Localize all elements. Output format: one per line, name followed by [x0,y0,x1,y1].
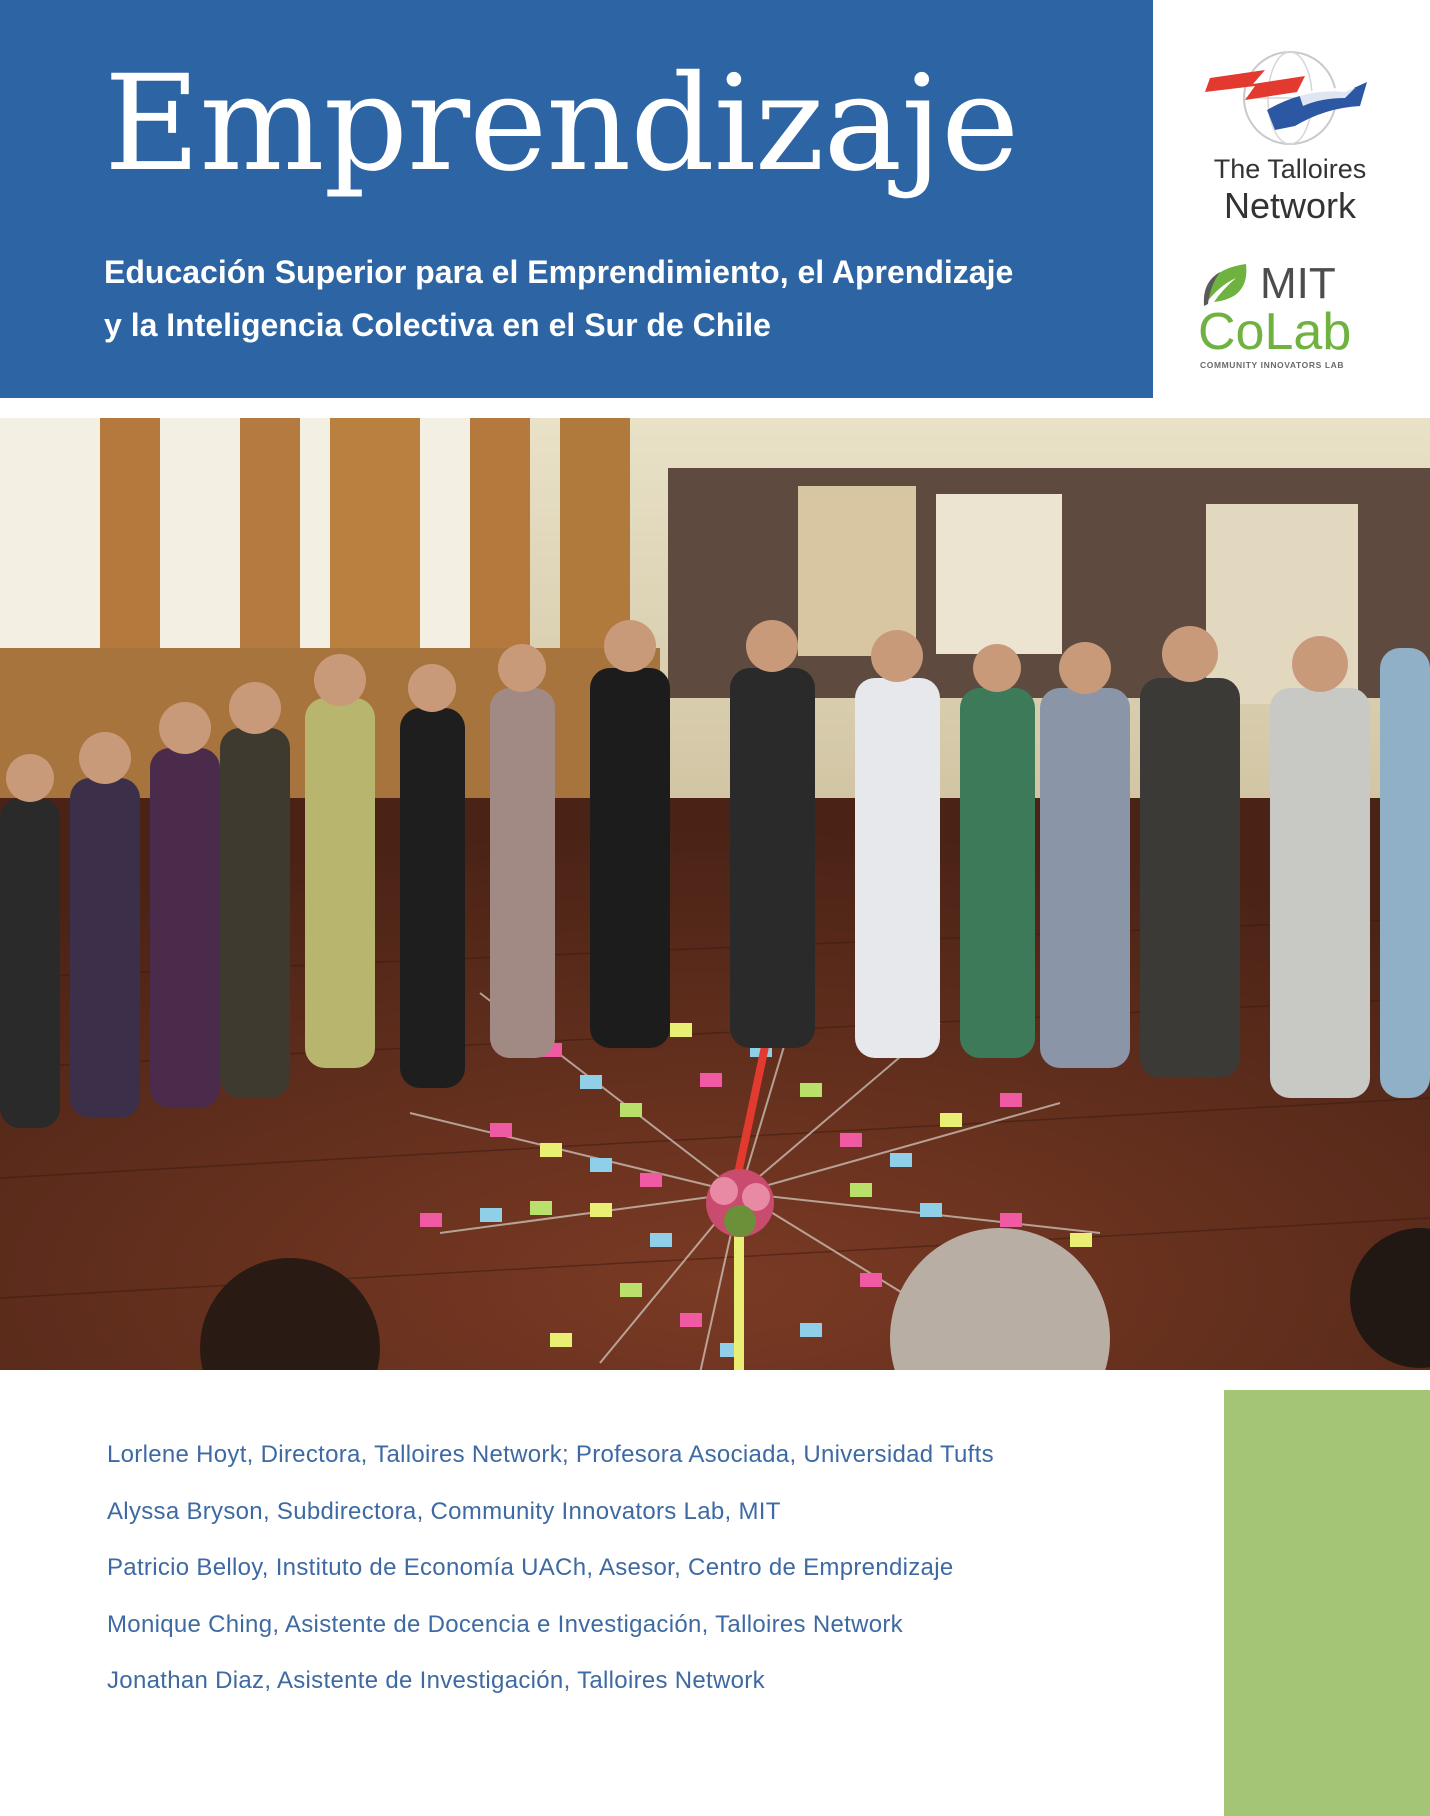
talloires-wordmark [1175,152,1405,226]
group-circle-photo-icon [0,418,1430,1370]
author-line: Lorlene Hoyt, Directora, Talloires Network; Profesora Asociada, Universidad Tufts [107,1441,994,1468]
talloires-line-2: Network [1223,185,1357,226]
leaf-logo-icon [1200,262,1250,308]
author-line: Jonathan Diaz, Asistente de Investigación, Talloires Network [107,1667,765,1694]
header-band [0,0,1153,398]
author-list [107,1427,1207,1710]
colab-tagline: COMMUNITY INNOVATORS LAB [1200,360,1345,370]
green-accent-block [1224,1390,1430,1816]
author-line: Monique Ching, Asistente de Docencia e Investigación, Talloires Network [107,1610,903,1638]
subtitle-line-2: y la Inteligencia Colectiva en el Sur de Chile [104,307,771,343]
talloires-line-1: The Talloires [1213,154,1367,184]
cover-title: Emprendizaje [104,47,1019,201]
subtitle-line-1: Educación Superior para el Emprendimiento, el Aprendizaje [104,254,1014,290]
cover-subtitle [104,246,1134,352]
author-line: Alyssa Bryson, Subdirectora, Community Innovators Lab, MIT [107,1497,781,1525]
author-line: Patricio Belloy, Instituto de Economía UACh, Asesor, Centro de Emprendizaje [107,1554,954,1581]
colab-wordmark: CoLab [1198,303,1352,361]
talloires-globe-flag-logo-icon [1195,48,1385,148]
colab-mit-text: MIT [1260,259,1336,308]
group-circle-photo [0,418,1430,1370]
